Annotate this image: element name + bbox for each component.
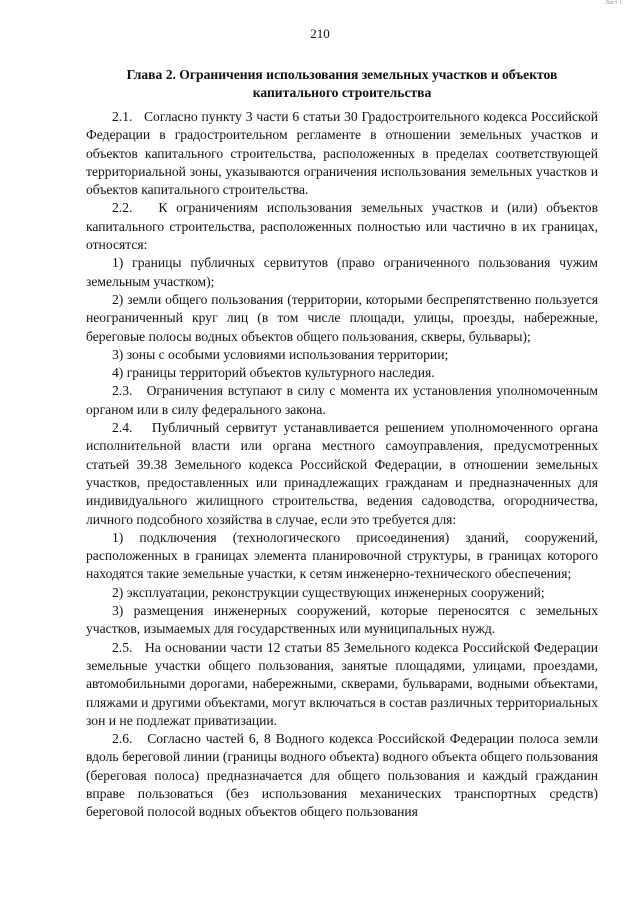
list-item: 3) размещения инженерных сооружений, которые переносятся с земельных участков, изымаемых для государственных или муниципальных нужд. (86, 603, 598, 637)
list-item: 4) границы территорий объектов культурного наследия. (112, 365, 435, 381)
paragraph-2-6: 2.6. Согласно частей 6, 8 Водного кодекса Российской Федерации полоса земли вдоль береговой линии (границы водного объекта) водного объекта общего пользования (береговая полоса) предназначается для общего пользования и каждый гражданин вправе пользоваться (без использования механических транспортных средств) береговой полосой водных объектов общего пользования (86, 731, 598, 820)
chapter-title: Глава 2. Ограничения использования земельных участков и объектов капитального строительства (126, 67, 558, 100)
paragraph-2-3: 2.3. Ограничения вступают в силу с момента их установления уполномоченным органом или в силу федерального закона. (86, 383, 598, 417)
list-item: 3) зоны с особыми условиями использования территории; (112, 346, 449, 362)
body-text (86, 108, 598, 822)
list-item: 2) эксплуатации, реконструкции существующих инженерных сооружений; (112, 584, 545, 600)
paragraph-2-5: 2.5. На основании части 12 статьи 85 Земельного кодекса Российской Федерации земельные участки общего пользования, занятые площадями, улицами, проездами, автомобильными дорогами, набережными, скверами, бульварами, водными объектами, пляжами и другими объектами, могут включаться в состав различных территориальных зон и не подлежат приватизации. (86, 639, 598, 728)
page-number: 210 (310, 26, 330, 41)
paragraph-2-2: 2.2. К ограничениям использования земельных участков и (или) объектов капитального строительства, расположенных полностью или частично в их границах, относятся: (86, 200, 598, 253)
corner-mark: Лист 1 (604, 0, 622, 6)
paragraph-2-1: 2.1. Согласно пункту 3 части 6 статьи 30 Градостроительного кодекса Российской Федерации в градостроительном регламенте в отношении земельных участков и объектов капитального строительства, расположенных в пределах соответствующей территориальной зоны, указываются ограничения использования земельных участков и объектов капитального строительства. (86, 109, 598, 198)
list-item: 2) земли общего пользования (территории, которыми беспрепятственно пользуется неограниченный круг лиц (в том числе площади, улицы, проезды, набережные, береговые полосы водных объектов общего пользования, скверы, бульвары); (86, 291, 598, 344)
list-item: 1) подключения (технологического присоединения) зданий, сооружений, расположенных в границах элемента планировочной структуры, в границах которого находятся такие земельные участки, к сетям инженерно-технического обеспечения; (86, 529, 598, 582)
paragraph-2-4: 2.4. Публичный сервитут устанавливается решением уполномоченного органа исполнительной власти или органа местного самоуправления, предусмотренных статьей 39.38 Земельного кодекса Российской Федерации, в отношении земельных участков, предоставленных или принадлежащих гражданам и предназначенных для индивидуального жилищного строительства, ведения садоводства, огородничества, личного подсобного хозяйства в случае, если это требуется для: (86, 420, 598, 527)
list-item: 1) границы публичных сервитутов (право ограниченного пользования чужим земельным участком); (86, 255, 598, 289)
